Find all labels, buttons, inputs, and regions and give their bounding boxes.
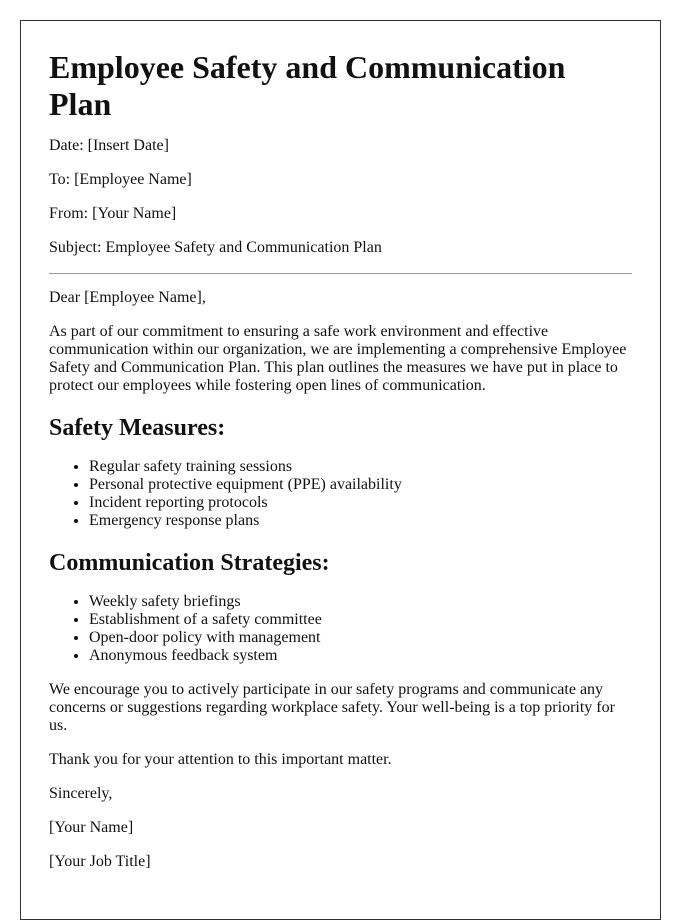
closing-paragraph: We encourage you to actively participate in our safety programs and communicate any concerns or suggestions regarding workplace safety. Your well-being is a top priority for us. xyxy=(49,681,615,734)
intro-paragraph: As part of our commitment to ensuring a safe work environment and effective communication within our organization, we are implementing a comprehensive Employee Safety and Communication Plan. This plan outlines the measures we have put in place to protect our employees while fostering open lines of communication. xyxy=(49,323,627,394)
signature-name: [Your Name] xyxy=(49,819,134,836)
list-item: • Anonymous feedback system xyxy=(89,647,632,665)
letter xyxy=(20,20,661,920)
section-heading-communication: Communication Strategies: xyxy=(49,550,330,576)
list-item: • Emergency response plans xyxy=(89,512,632,530)
list-item: • Establishment of a safety committee xyxy=(89,611,632,629)
page-title: Employee Safety and Communication Plan xyxy=(49,49,566,122)
safety-measures-list xyxy=(49,458,632,530)
date-line: Date: [Insert Date] xyxy=(49,137,169,154)
to-line: To: [Employee Name] xyxy=(49,171,192,188)
divider xyxy=(49,273,632,274)
list-item: • Weekly safety briefings xyxy=(89,593,632,611)
thanks-line: Thank you for your attention to this important matter. xyxy=(49,751,392,768)
list-item: • Personal protective equipment (PPE) availability xyxy=(89,476,632,494)
subject-line: Subject: Employee Safety and Communication Plan xyxy=(49,239,382,256)
signature-title: [Your Job Title] xyxy=(49,853,151,870)
signoff: Sincerely, xyxy=(49,785,113,802)
list-item: • Regular safety training sessions xyxy=(89,458,632,476)
salutation: Dear [Employee Name], xyxy=(49,289,206,306)
list-item: • Incident reporting protocols xyxy=(89,494,632,512)
communication-strategies-list xyxy=(49,593,632,665)
section-heading-safety: Safety Measures: xyxy=(49,415,226,441)
list-item: • Open-door policy with management xyxy=(89,629,632,647)
from-line: From: [Your Name] xyxy=(49,205,177,222)
